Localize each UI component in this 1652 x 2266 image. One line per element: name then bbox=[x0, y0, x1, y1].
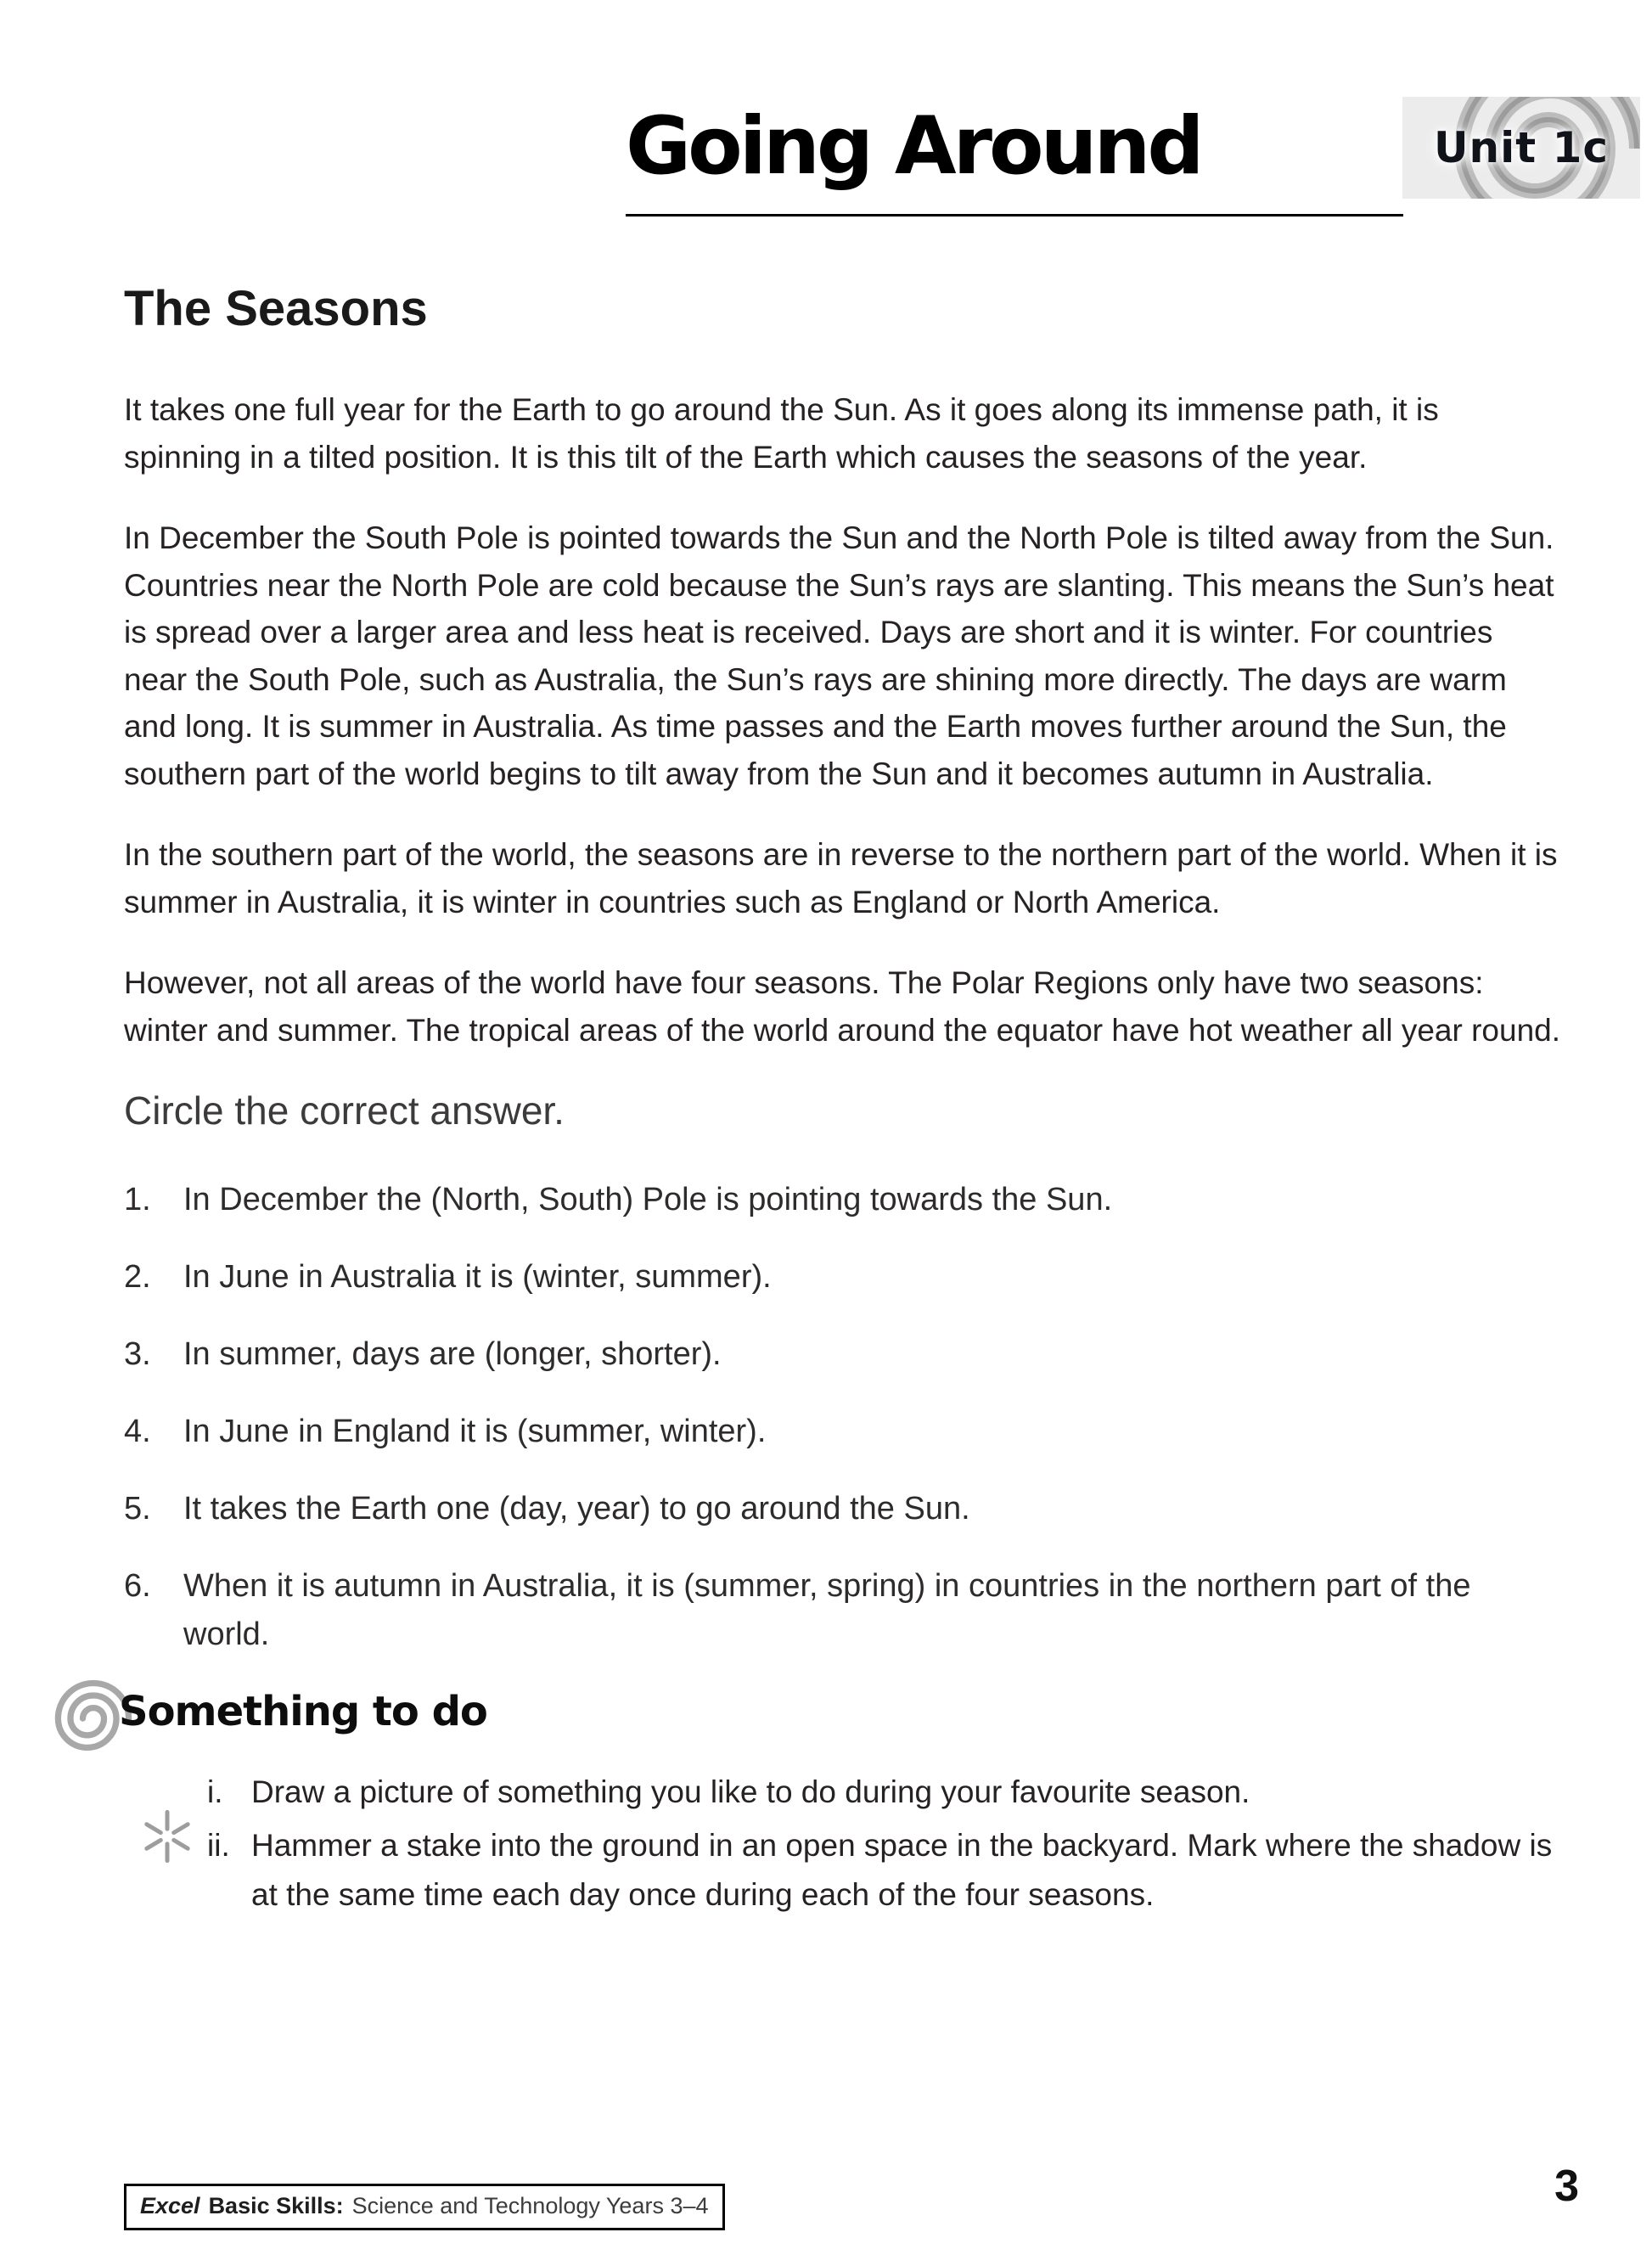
question-number: 6. bbox=[124, 1568, 151, 1604]
question-item bbox=[124, 1330, 1563, 1379]
section-heading: The Seasons bbox=[124, 281, 428, 336]
something-to-do-section bbox=[119, 1688, 1563, 1919]
question-item bbox=[124, 1408, 1563, 1456]
something-to-do-heading-row bbox=[119, 1688, 1563, 1747]
question-number: 2. bbox=[124, 1259, 151, 1295]
question-item bbox=[124, 1562, 1563, 1659]
question-text: In June in Australia it is (winter, summer). bbox=[183, 1259, 772, 1295]
question-text: When it is autumn in Australia, it is (summer, spring) in countries in the northern part of the world. bbox=[183, 1568, 1471, 1652]
starburst-icon bbox=[139, 1807, 195, 1866]
unit-badge bbox=[1402, 97, 1640, 199]
question-number: 5. bbox=[124, 1491, 151, 1527]
paragraph-1: It takes one full year for the Earth to go around the Sun. As it goes along its immense path, it is spinning in a tilted position. It is this tilt of the Earth which causes the seasons of the year. bbox=[124, 392, 1439, 475]
something-to-do-heading: Something to do bbox=[119, 1688, 487, 1735]
question-item bbox=[124, 1485, 1563, 1533]
question-number: 4. bbox=[124, 1414, 151, 1449]
question-number: 3. bbox=[124, 1336, 151, 1372]
unit-label: Unit 1c bbox=[1433, 123, 1610, 172]
question-number: 1. bbox=[124, 1182, 151, 1217]
todo-item-number: ii. bbox=[207, 1828, 230, 1864]
question-text: It takes the Earth one (day, year) to go around the Sun. bbox=[183, 1491, 970, 1527]
paragraph-2: In December the South Pole is pointed towards the Sun and the North Pole is tilted away from the Sun. Countries near the North Pole are cold because the Sun’s rays are slanting. This means the Sun’s heat is spread over a larger area and less heat is received. Days are short and it is winter. For countries near the South Pole, such as Australia, the Sun’s rays are shining more directly. The days are warm and long. It is summer in Australia. As time passes and the Earth moves further around the Sun, the southern part of the world begins to tilt away from the Sun and it becomes autumn in Australia. bbox=[124, 520, 1554, 791]
todo-item bbox=[207, 1821, 1563, 1919]
footer-series-label: Basic Skills: bbox=[208, 2193, 344, 2218]
question-text: In December the (North, South) Pole is pointing towards the Sun. bbox=[183, 1182, 1113, 1217]
todo-item-number: i. bbox=[207, 1774, 223, 1809]
footer-subtitle: Science and Technology Years 3–4 bbox=[351, 2193, 709, 2218]
question-text: In summer, days are (longer, shorter). bbox=[183, 1336, 722, 1372]
footer-series-name: Excel bbox=[140, 2193, 200, 2218]
page-number: 3 bbox=[1554, 2162, 1579, 2211]
question-item bbox=[124, 1253, 1563, 1302]
todo-item bbox=[207, 1768, 1563, 1816]
content-column bbox=[119, 280, 1563, 1924]
question-text: In June in England it is (summer, winter). bbox=[183, 1414, 767, 1449]
page-title: Going Around bbox=[626, 100, 1201, 193]
paragraph-3: In the southern part of the world, the seasons are in reverse to the northern part of the world. When it is summer in Australia, it is winter in countries such as England or North America. bbox=[124, 837, 1558, 919]
something-to-do-items bbox=[124, 1768, 1563, 1919]
footer-imprint bbox=[124, 2184, 725, 2230]
todo-item-text: Hammer a stake into the ground in an open space in the backyard. Mark where the shadow is at the same time each day once during each of the four seasons. bbox=[251, 1828, 1553, 1912]
instruction-heading: Circle the correct answer. bbox=[124, 1088, 565, 1133]
title-rule bbox=[626, 214, 1403, 216]
todo-item-text: Draw a picture of something you like to do during your favourite season. bbox=[251, 1774, 1250, 1809]
paragraph-4: However, not all areas of the world have four seasons. The Polar Regions only have two seasons: winter and summer. The tropical areas of the world around the equator have hot weather all year round. bbox=[124, 965, 1561, 1048]
question-item bbox=[124, 1176, 1563, 1224]
